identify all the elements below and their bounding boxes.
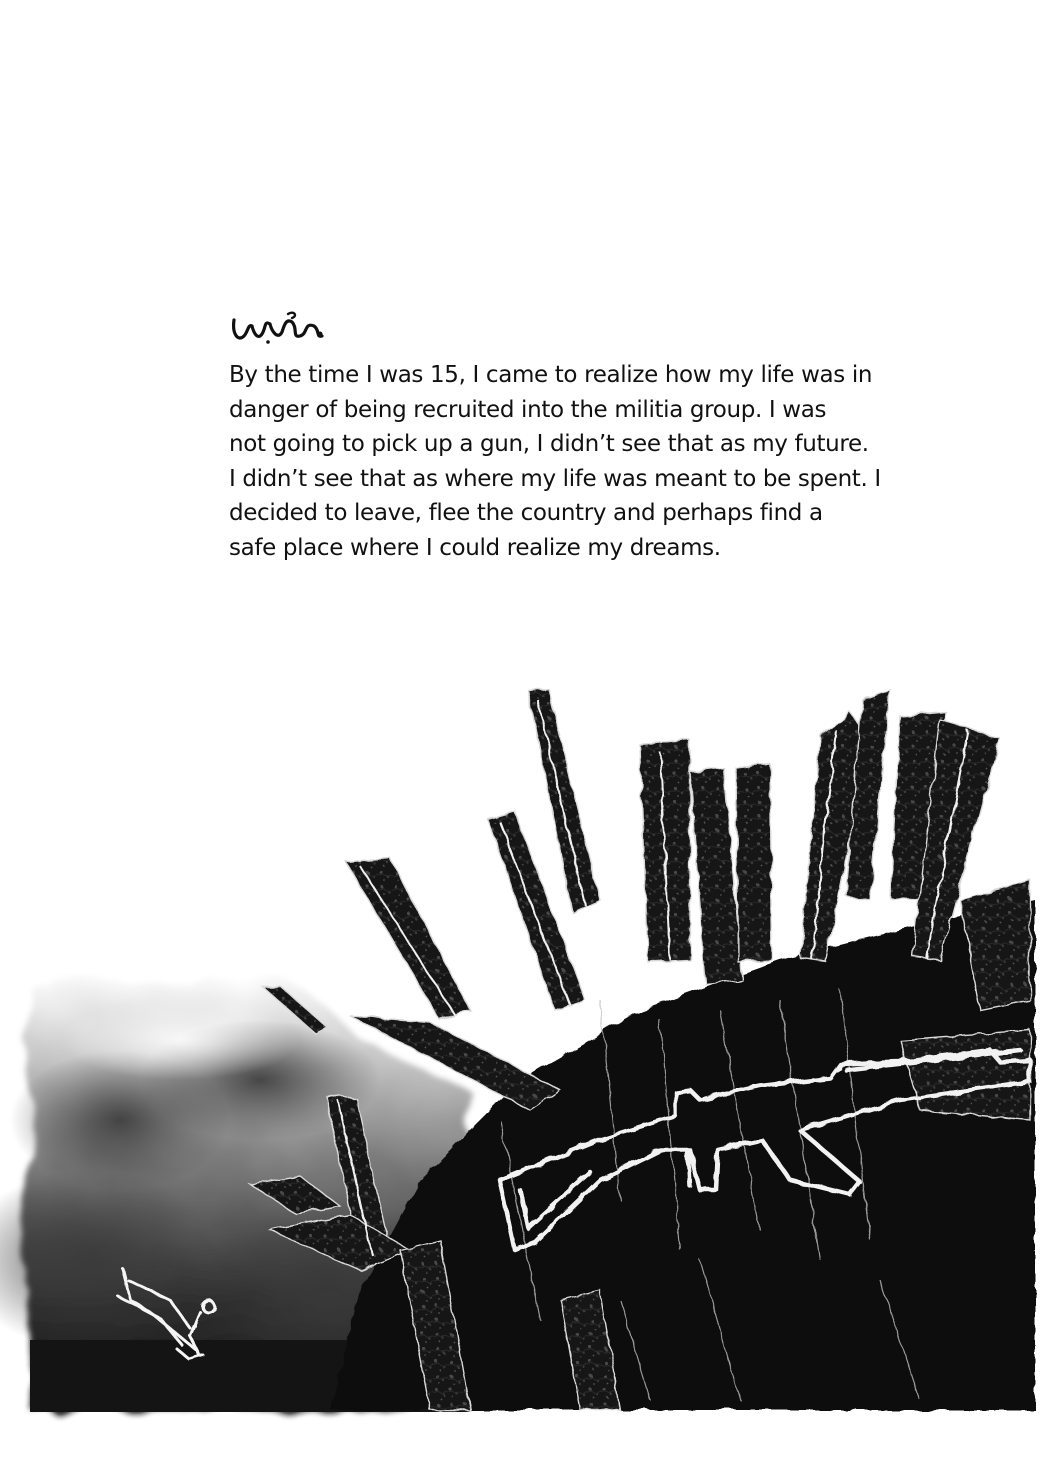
narrative-line: safe place where I could realize my dreams. xyxy=(229,534,721,561)
narrative-line: not going to pick up a gun, I didn’t see that as my future. xyxy=(229,431,869,457)
narrative-line: By the time I was 15, I came to realize how my life was in xyxy=(229,362,873,388)
narrative-line: danger of being recruited into the militia group. I was xyxy=(229,396,827,423)
narrative-line: I didn’t see that as where my life was meant to be spent. I xyxy=(229,465,881,492)
narrative-line: decided to leave, flee the country and perhaps find a xyxy=(229,500,823,526)
